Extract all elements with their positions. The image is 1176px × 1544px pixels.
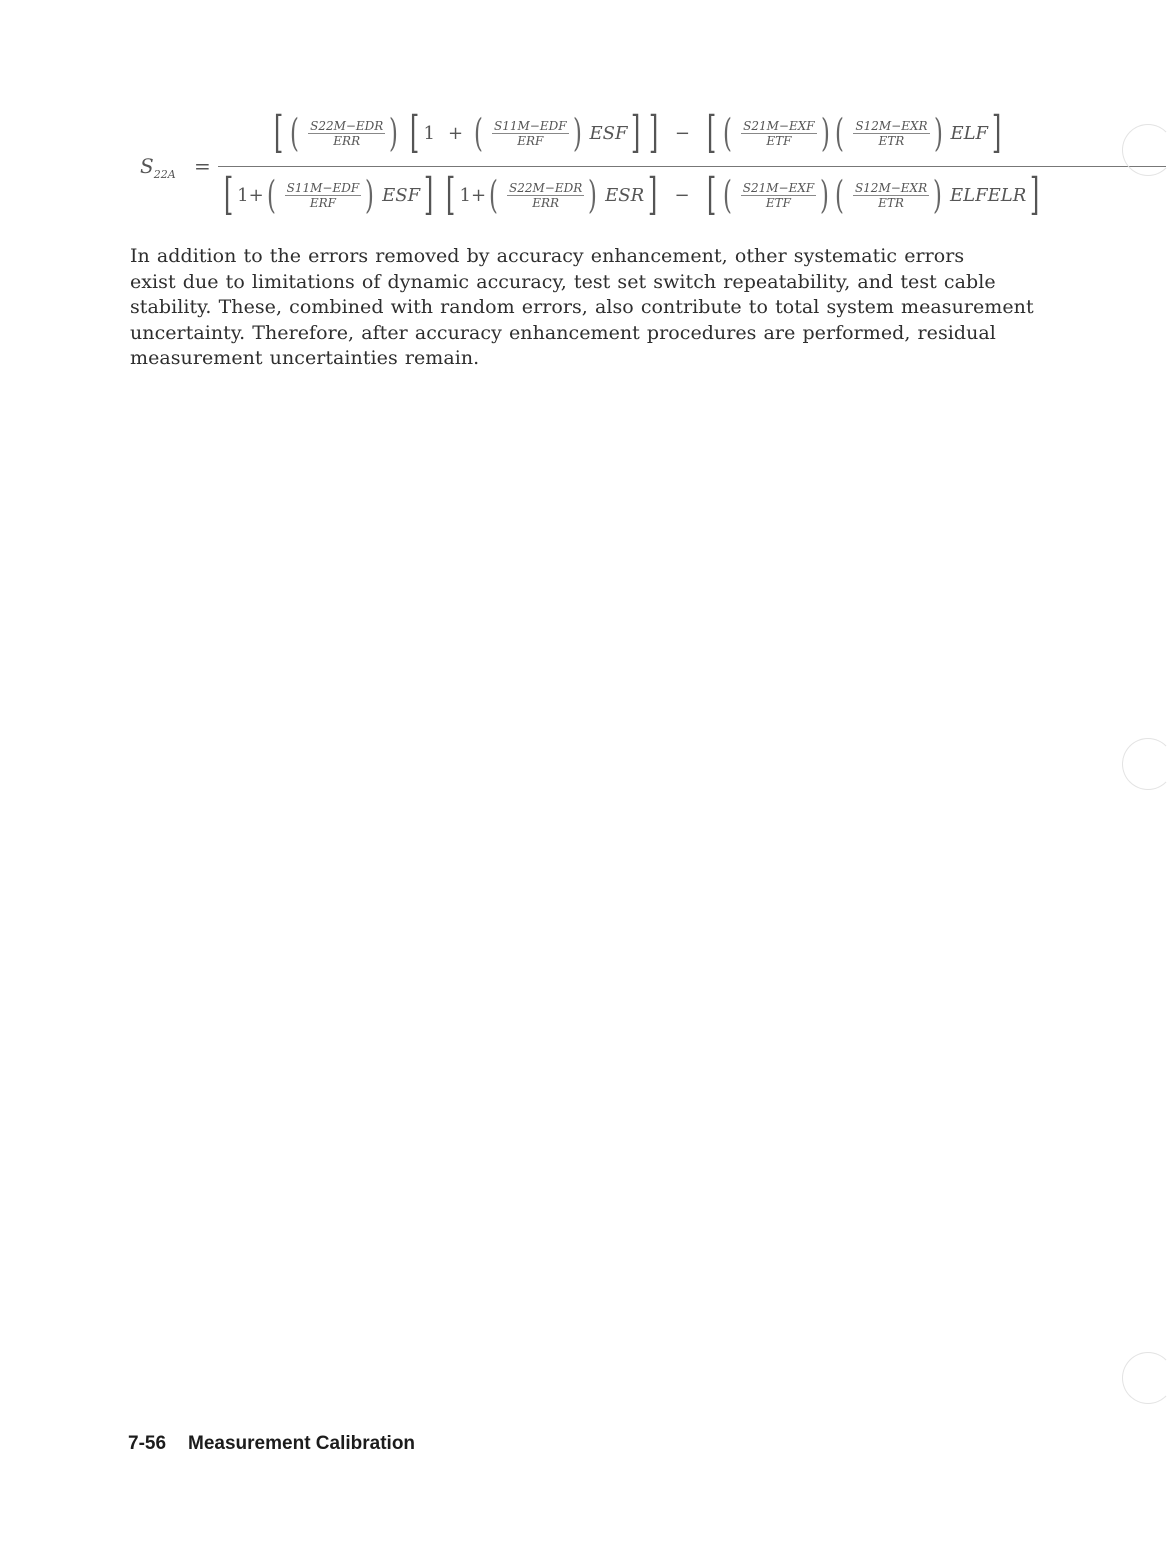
- fraction-s21-denominator-term: S21M−EXF ETF: [742, 180, 815, 210]
- equation-lhs-symbol: S: [140, 154, 154, 178]
- binder-hole-mark: [1122, 124, 1174, 176]
- fraction-s12-term: S12M−EXR ETR: [855, 118, 928, 148]
- body-paragraph: [130, 244, 1034, 372]
- page-number: 7-56: [128, 1433, 167, 1454]
- section-title: Measurement Calibration: [188, 1433, 416, 1454]
- paragraph-line: exist due to limitations of dynamic accuracy, test set switch repeatability, and test cable: [130, 270, 996, 293]
- fraction-s22-denominator-term: S22M−EDR ERR: [508, 180, 583, 210]
- s22a-equation: [140, 106, 1040, 228]
- paragraph-line: measurement uncertainties remain.: [130, 347, 480, 369]
- equation-equals-sign: =: [194, 154, 211, 178]
- paragraph-line: stability. These, combined with random errors, also contribute to total system measurement: [130, 296, 1034, 318]
- binder-hole-mark: [1122, 738, 1174, 790]
- equation-denominator: [ 1+( S11M−EDF ERF ) ESF] [ 1+( S22M−EDR ERR ) ESR] − [ ( S21M−EXF ETF ) ( S12M−EXR ETR ) ELFELR]: [223, 169, 1040, 220]
- equation-lhs-subscript: 22A: [153, 168, 176, 181]
- equation-numerator: [ ( S22M−EDR ERR ) [ 1 + ( S11M−EDF ERF ) ESF] ] − [ ( S21M−EXF ETF ) ( S12M−EXR ETR ) ELF]: [273, 107, 1002, 158]
- fraction-s11-denominator-term: S11M−EDF ERF: [286, 180, 360, 210]
- main-fraction-bar: [218, 166, 1166, 167]
- fraction-s12-denominator-term: S12M−EXR ETR: [854, 180, 928, 210]
- paragraph-line: In addition to the errors removed by accuracy enhancement, other systematic errors: [130, 245, 965, 267]
- fraction-s21-term: S21M−EXF ETF: [743, 118, 815, 148]
- paragraph-line: uncertainty. Therefore, after accuracy enhancement procedures are performed, residual: [130, 321, 996, 344]
- equation-lhs: [140, 154, 211, 181]
- page-footer: [128, 1433, 415, 1455]
- binder-hole-mark: [1122, 1352, 1174, 1404]
- fraction-s22-term: S22M−EDR ERR: [310, 118, 384, 148]
- fraction-s11-term: S11M−EDF ERF: [494, 118, 567, 148]
